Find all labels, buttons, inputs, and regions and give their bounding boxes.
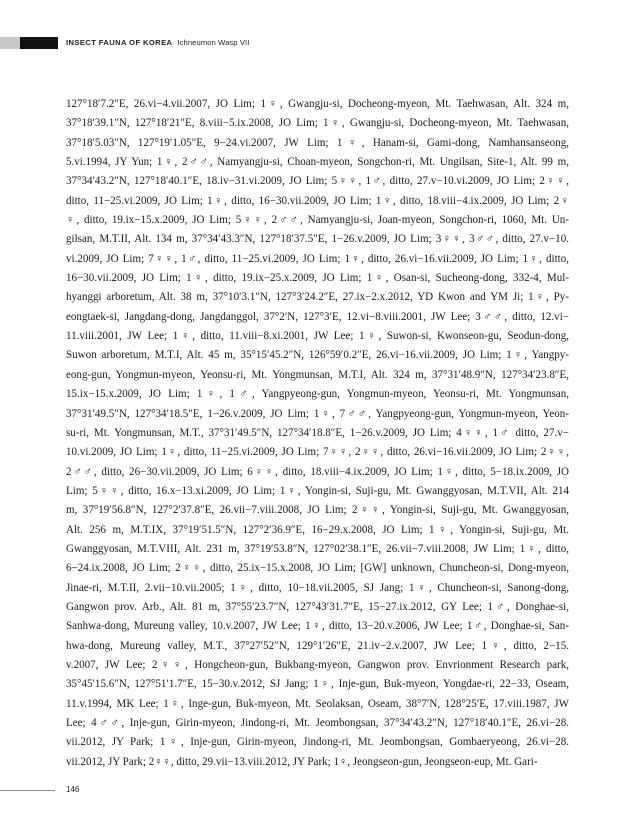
text-line: ♀, ditto, 19.ix−15.x.2009, JO Lim; 5♀♀, 2♂♂, Namyangju-si, Joan-myeon, Songchon-ri, 1060, Mt. Un- (66, 214, 569, 227)
text-line: v.2007, JW Lee; 2♀♀, Hongcheon-gun, Bukbang-myeon, Gangwon prov. Envrionment Research park, (66, 658, 569, 671)
text-line: 6−24.ix.2008, JO Lim; 2♀♀, ditto, 25.ix−15.x.2008, JO Lim; [GW] unknown, Chuncheon-si, Dong-myeon, (66, 562, 569, 575)
specimen-records-text (66, 95, 569, 772)
text-line: eong-gun, Yongmun-myeon, Yeonsu-ri, Mt. Yongmunsan, M.T.I, Alt. 324 m, 37°31′48.9″N, 127°34′23.8″E, (66, 368, 569, 381)
header-series-title: INSECT FAUNA OF KOREA (66, 38, 173, 47)
text-line: vii.2012, JY Park; 1♀, Inje-gun, Girin-myeon, Jindong-ri, Mt. Jeombongsan, Gombaeryeong, 26.vi−28. (66, 736, 569, 749)
text-line: Jinae-ri, M.T.II, 2.vii−10.vii.2005; 1♀, ditto, 10−18.vii.2005, SJ Jang; 1♀, Chuncheon-si, Sanong-dong, (66, 581, 569, 594)
text-line: m, 37°19′56.8″N, 127°2′37.8″E, 26.vii−7.viii.2008, JO Lim; 2♀♀, Yongin-si, Suji-gu, Mt. Gwanggyosan, (66, 504, 569, 517)
text-line: eongtaek-si, Jangdang-dong, Jangdanggol, 37°2′N, 127°3′E, 12.vi−8.viii.2001, JW Lee; 3♂♂, ditto, 12.vi− (66, 310, 569, 323)
text-line: Lee; 4♂♂, Inje-gun, Girin-myeon, Jindong-ri, Mt. Jeombongsan, 37°34′43.2″N, 127°18′40.1″E, 26.vi−28. (66, 717, 569, 729)
text-line: 37°18′39.1″N, 127°18′21″E, 8.viii−5.ix.2008, JO Lim; 1♀, Gwangju-si, Docheong-myeon, Mt. Taehwasan, (66, 117, 569, 130)
text-line: gilsan, M.T.II, Alt. 134 m, 37°34′43.3″N, 127°18′37.5″E, 1−26.v.2009, JO Lim; 3♀♀, 3♂♂, ditto, 27.v−10. (66, 233, 569, 246)
text-line: Suwon arboretum, M.T.I, Alt. 45 m, 35°15′45.2″N, 126°59′0.2″E, 26.vi−16.vii.2009, JO Lim; 1♀, Yangpy- (66, 349, 569, 362)
header-black-bar (20, 37, 58, 49)
text-line: 37°34′43.2″N, 127°18′40.1″E, 18.iv−31.vi.2009, JO Lim; 5♀♀, 1♂, ditto, 27.v−10.vi.2009, JO Lim; 2♀♀, (66, 175, 569, 188)
footer-rule (0, 790, 55, 791)
text-line: vii.2012, JY Park; 2♀♀, ditto, 29.vii−13.viii.2012, JY Park; 1♀, Jeongseon-gun, Jeongseon-eup, Mt. Gari- (66, 755, 538, 768)
text-line: hyanggi arboretum, Alt. 38 m, 37°10′3.1″N, 127°3′24.2″E, 27.ix−2.x.2012, YD Kwon and YM Ji; 1♀, Py- (66, 291, 569, 304)
text-line: su-ri, Mt. Yongmunsan, M.T., 37°31′49.5″N, 127°34′18.8″E, 1−26.v.2009, JO Lim; 4♀♀, 1♂ ditto, 27.v− (66, 426, 569, 439)
text-line: 10.vi.2009, JO Lim; 1♀, ditto, 11−25.vi.2009, JO Lim; 7♀♀, 2♀♀, ditto, 26.vi−16.vii.2009, JO Lim; 2♀♀, (66, 446, 569, 459)
text-line: Gwanggyosan, M.T.VIII, Alt. 231 m, 37°19′53.8″N, 127°02′38.1″E, 26.vii−7.viii.2008, JW Lim; 1♀, ditto, (66, 542, 569, 555)
text-line: 15.ix−15.x.2009, JO Lim; 1♀, 1♂, Yangpyeong-gun, Yongmun-myeon, Yeonsu-ri, Mt. Yongmunsan, (66, 388, 569, 401)
header-gray-bar (0, 37, 20, 49)
text-line: 37°31′49.5″N, 127°34′18.5″E, 1−26.v.2009, JO Lim; 1♀, 7♂♂, Yangpyeong-gun, Yongmun-myeon, Yeon- (66, 407, 569, 420)
text-line: Gangwon prov. Arb., Alt. 81 m, 37°55′23.7″N, 127°43′31.7″E, 15−27.ix.2012, GY Lee; 1♂, Donghae-si, (66, 600, 569, 613)
text-line: 35°45′15.6″N, 127°51′1.7″E, 15−30.v.2012, SJ Jang; 1♀, Inje-gun, Buk-myeon, Yongdae-ri, 22−33, Oseam, (66, 678, 569, 691)
text-line: 5.vi.1994, JY Yun; 1♀, 2♂♂, Namyangju-si, Choan-myeon, Songchon-ri, Mt. Ungilsan, Site-1, Alt. 99 m, (66, 156, 569, 169)
page-number: 146 (66, 785, 80, 794)
text-line: ditto, 11−25.vi.2009, JO Lim; 1♀, ditto, 16−30.vii.2009, JO Lim; 1♀, ditto, 18.viii−4.ix.2009, JO Lim; 2♀ (66, 194, 569, 207)
text-line: 11.viii.2001, JW Lee; 1♀, ditto, 11.viii−8.xi.2001, JW Lee; 1♀, Suwon-si, Kwonseon-gu, Seodun-dong, (66, 330, 569, 343)
text-line: 37°18′5.03″N, 127°19′1.05″E, 9−24.vi.2007, JW Lim; 1♀, Hanam-si, Gami-dong, Namhansanseong, (66, 136, 569, 149)
text-line: 2♂♂, ditto, 26−30.vii.2009, JO Lim; 6♀♀, ditto, 18.viii−4.ix.2009, JO Lim; 1♀, ditto, 5−18.ix.2009, JO (66, 465, 569, 478)
text-line: Alt. 256 m, M.T.IX, 37°19′51.5″N, 127°2′36.9″E, 16−29.x.2008, JO Lim; 1♀, Yongin-si, Suji-gu, Mt. (66, 523, 569, 536)
text-line: Lim; 5♀♀, ditto, 16.x−13.xi.2009, JO Lim; 1♀, Yongin-si, Suji-gu, Mt. Gwanggyosan, M.T.VII, Alt. 214 (66, 484, 569, 497)
header-volume-title: Ichneumon Wasp VII (177, 38, 250, 47)
text-line: hwa-dong, Mureung valley, M.T., 37°27′52″N, 129°1′26″E, 21.iv−2.v.2007, JW Lee; 1♀, ditto, 2−15. (66, 639, 569, 652)
text-line: 127°18′7.2″E, 26.vi−4.vii.2007, JO Lim; 1♀, Gwangju-si, Docheong-myeon, Mt. Taehwasan, Alt. 324 m, (66, 98, 569, 110)
text-line: 16−30.vii.2009, JO Lim; 1♀, ditto, 19.ix−25.x.2009, JO Lim; 1♀, Osan-si, Sucheong-dong, 332-4, Mul- (66, 272, 569, 285)
text-line: 11.v.1994, MK Lee; 1♀, Inge-gun, Buk-myeon, Mt. Seolaksan, Oseam, 38°7′N, 128°25′E, 17.viii.1987, JW (66, 697, 569, 710)
running-header (66, 36, 249, 50)
text-line: vi.2009, JO Lim; 7♀♀, 1♂, ditto, 11−25.vi.2009, JO Lim; 1♀, ditto, 26.vi−16.vii.2009, JO Lim; 1♀, ditto, (66, 252, 569, 265)
text-line: Sanhwa-dong, Mureung valley, 10.v.2007, JW Lee; 1♀, ditto, 13−20.v.2006, JW Lee; 1♂, Donghae-si, San- (66, 620, 569, 633)
